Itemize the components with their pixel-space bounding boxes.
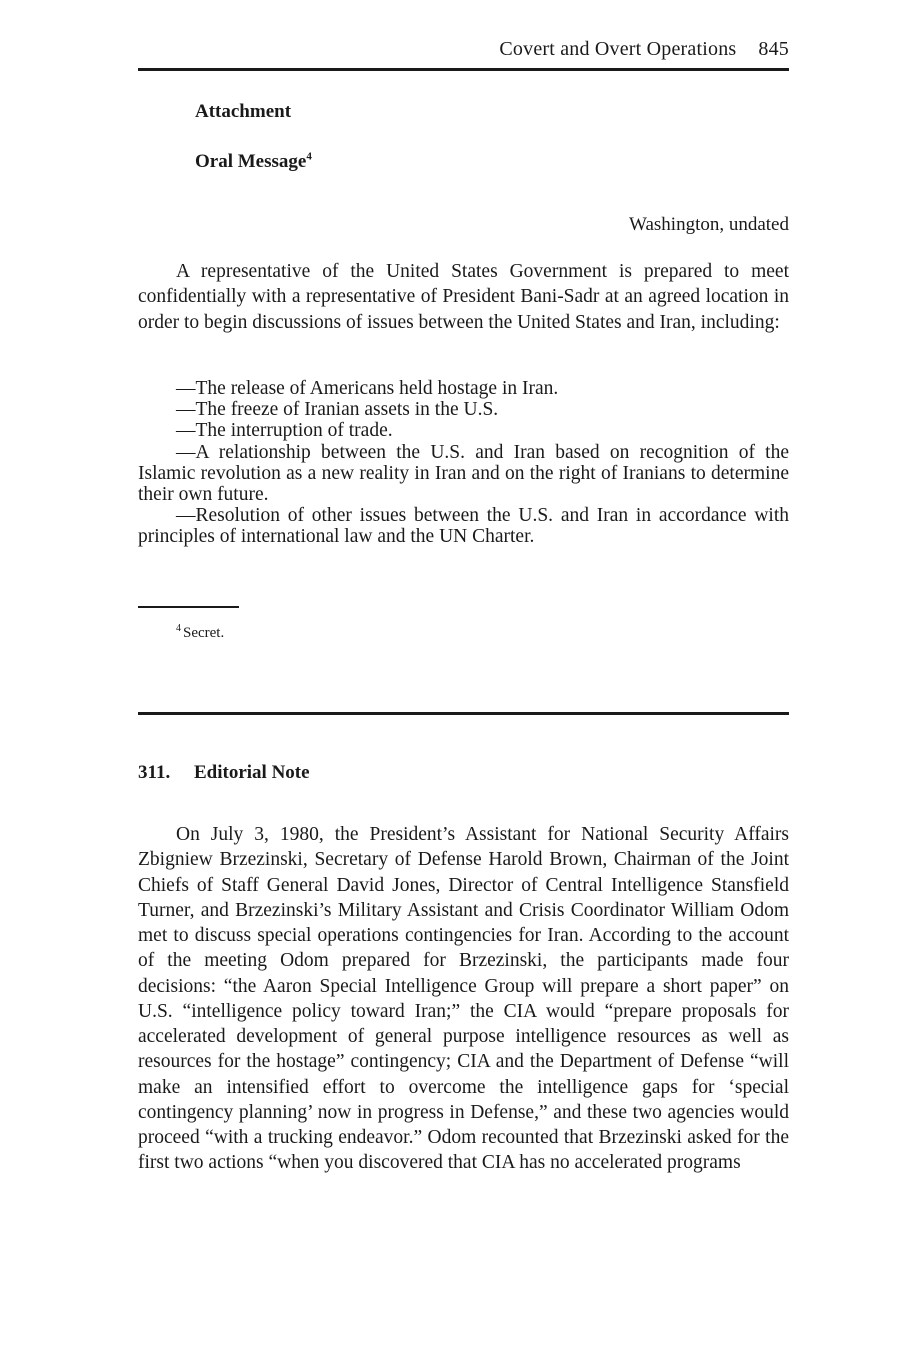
attachment-label: Attachment [195,101,292,122]
footnote [176,625,224,642]
dateline: Washington, undated [629,214,789,235]
footnote-number: 4 [176,623,181,634]
running-title: Covert and Overt Operations [499,38,737,60]
page-number: 845 [758,38,789,60]
issues-list [138,378,789,548]
list-item: —Resolution of other issues between the U.S. and Iran in accordance with principles of international law and the UN Charter. [138,505,789,548]
attachment-intro-paragraph: A representative of the United States Government is prepared to meet confidentially with a representative of President Bani-Sadr at an agreed location in order to begin discussions of issues between the United States and Iran, including: [138,261,789,333]
running-head [499,38,789,61]
section-title: Editorial Note [194,762,310,783]
footnote-text: Secret. [183,625,225,641]
footnote-rule [138,606,239,608]
attachment-title-text: Oral Message [195,151,307,172]
section-divider [138,712,789,715]
section-number: 311. [138,762,171,783]
header-rule [138,68,789,71]
editorial-note-paragraph: On July 3, 1980, the President’s Assistant for National Security Affairs Zbigniew Brzezinski, Secretary of Defense Harold Brown, Chairman of the Joint Chiefs of Staff General David Jones, Director of Central Intelligence Stansfield Turner, and Brzezinski’s Military Assistant and Crisis Coordinator William Odom met to discuss special operations contingencies for Iran. According to the account of the meeting Odom prepared for Brzezinski, the participants made four decisions: “the Aaron Special Intelligence Group will prepare a short paper” on U.S. “intelligence policy toward Iran;” the CIA would “prepare proposals for accelerated development of general purpose intelligence resources as well as resources for the hostage” contingency; CIA and the Department of Defense “will make an intensified effort to overcome the intelligence gaps for ‘special contingency planning’ now in progress in Defense,” and these two agencies would proceed “with a trucking endeavor.” Odom recounted that Brzezinski asked for the first two actions “when you discovered that CIA has no accelerated programs [138,824,789,1174]
list-item: —A relationship between the U.S. and Iran based on recognition of the Islamic revolution as a new reality in Iran and on the right of Iranians to determine their own future. [138,441,789,506]
list-item: —The release of Americans held hostage in Iran. [176,378,559,399]
attachment-title [195,151,312,173]
list-item: —The freeze of Iranian assets in the U.S. [176,399,499,421]
footnote-ref: 4 [306,150,312,163]
list-item: —The interruption of trade. [176,420,393,442]
